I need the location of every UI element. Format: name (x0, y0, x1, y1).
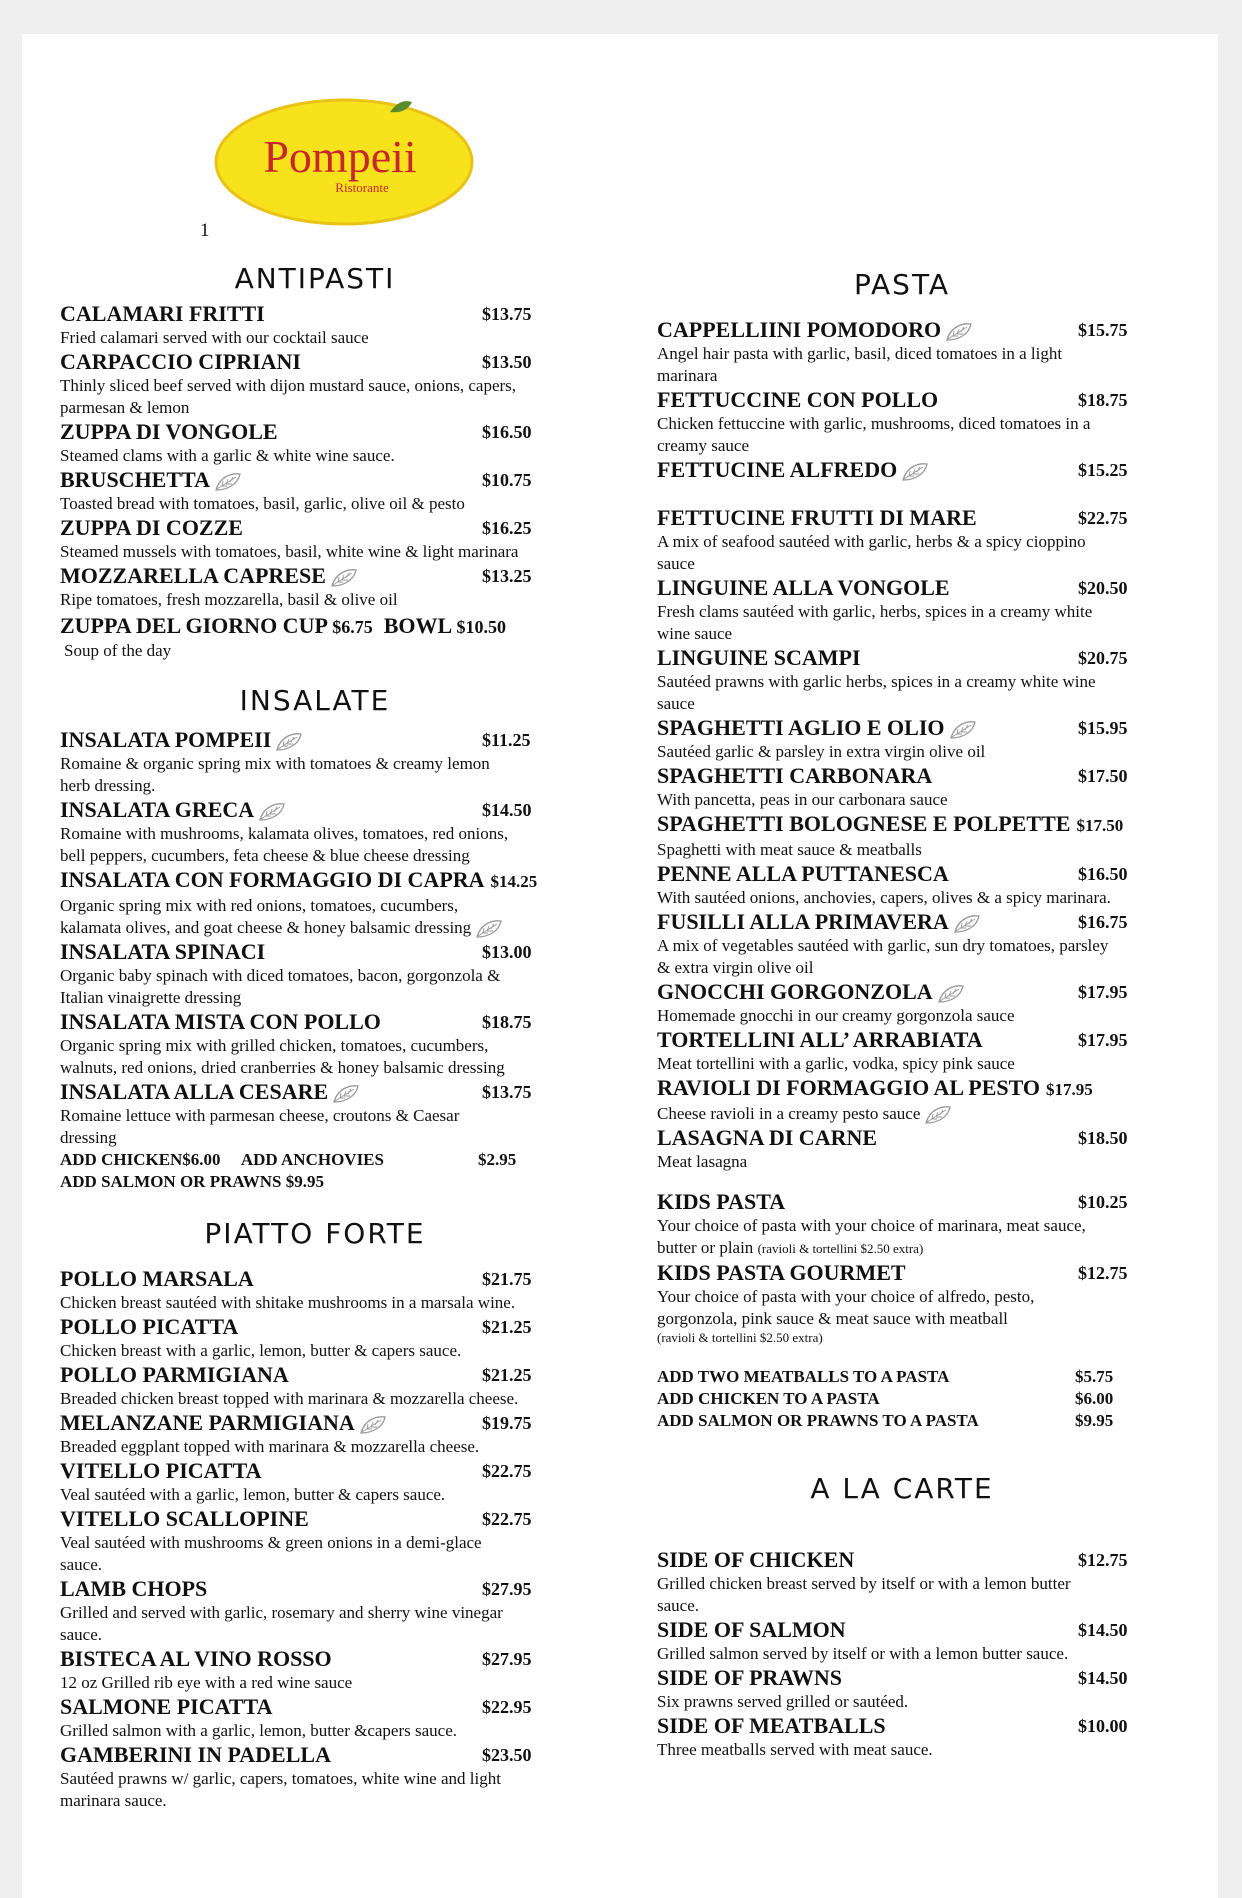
vegetarian-leaf-icon (275, 732, 303, 752)
item-name: SIDE OF MEATBALLS (657, 1713, 886, 1739)
left-column (60, 262, 600, 1812)
item-price: $27.95 (482, 1649, 532, 1670)
item-desc: Romaine with mushrooms, kalamata olives, tomatoes, red onions, (60, 824, 509, 843)
addon-label: ADD TWO MEATBALLS TO A PASTA (657, 1367, 950, 1387)
pasta-list (657, 317, 1177, 1173)
menu-item (657, 861, 1177, 909)
item-name: SPAGHETTI CARBONARA (657, 763, 933, 788)
menu-item (657, 645, 1177, 715)
item-price: $14.50 (482, 800, 532, 820)
menu-item (657, 1547, 1177, 1617)
item-note: (ravioli & tortellini $2.50 extra) (657, 1330, 823, 1346)
menu-item (657, 575, 1177, 645)
item-desc: Breaded eggplant topped with marinara & mozzarella cheese. (60, 1437, 480, 1457)
item-name: SPAGHETTI AGLIO E OLIO (657, 715, 1177, 741)
vegetarian-leaf-icon (359, 1415, 387, 1435)
item-name: VITELLO PICATTA (60, 1458, 262, 1484)
item-desc: Veal sautéed with a garlic, lemon, butter & capers sauce. (60, 1485, 446, 1505)
item-desc: sauce. (60, 1555, 103, 1575)
item-desc: Grilled and served with garlic, rosemary and sherry wine vinegar (60, 1603, 503, 1623)
menu-item (657, 979, 1177, 1027)
pasta-addons (657, 1366, 1177, 1432)
item-desc: sauce (657, 554, 695, 573)
item-desc: Meat tortellini with a garlic, vodka, spicy pink sauce (657, 1054, 1015, 1073)
item-price: $14.25 (490, 872, 538, 891)
addon-label: ADD CHICKEN TO A PASTA (657, 1389, 880, 1409)
item-desc: Italian vinaigrette dressing (60, 988, 242, 1008)
menu-item (657, 317, 1177, 387)
item-desc: sauce. (60, 1625, 103, 1645)
menu-item (60, 1646, 600, 1694)
item-name: BRUSCHETTA (60, 467, 600, 493)
item-price: $11.25 (482, 730, 531, 750)
addon-price: $5.75 (1075, 1367, 1114, 1387)
item-name: POLLO PARMIGIANA (60, 1362, 289, 1388)
item-desc: Grilled salmon with a garlic, lemon, butter &capers sauce. (60, 1721, 458, 1741)
item-desc: kalamata olives, and goat cheese & honey balsamic dressing (60, 918, 472, 937)
menu-item (60, 1314, 600, 1362)
item-price: $13.75 (482, 1082, 532, 1103)
addon-anchovies: ADD ANCHOVIES (240, 1150, 384, 1170)
menu-item (60, 1576, 600, 1646)
item-desc: creamy sauce (657, 436, 750, 455)
item-price: $15.75 (1078, 320, 1128, 340)
item-name: POLLO MARSALA (60, 1266, 254, 1292)
item-desc: marinara (657, 366, 718, 385)
item-name: SIDE OF SALMON (657, 1617, 846, 1643)
item-name: KIDS PASTA GOURMET (657, 1260, 906, 1286)
item-price: $23.50 (482, 1745, 532, 1766)
section-title-carte: A LA CARTE (810, 1472, 994, 1506)
item-price: $21.25 (482, 1365, 532, 1386)
menu-item (657, 715, 1177, 763)
section-title-pasta: PASTA (853, 268, 951, 301)
item-name: FETTUCCINE CON POLLO (657, 387, 939, 412)
antipasti-list (60, 301, 600, 611)
piatto-list (60, 1266, 600, 1812)
menu-item (60, 1506, 600, 1576)
addon-price: $6.00 (1075, 1389, 1114, 1409)
page-mark: 1 (200, 220, 210, 241)
item-price: $16.25 (482, 518, 532, 538)
item-desc: Spaghetti with meat sauce & meatballs (657, 840, 922, 859)
menu-item (60, 1079, 600, 1149)
item-desc: Toasted bread with tomatoes, basil, garlic, olive oil & pesto (60, 494, 465, 513)
item-name: POLLO PICATTA (60, 1314, 239, 1340)
item-desc: A mix of vegetables sautéed with garlic, sun dry tomatoes, parsley (657, 936, 1109, 955)
vegetarian-leaf-icon (258, 802, 286, 822)
menu-item (60, 1742, 600, 1812)
item-name: FUSILLI ALLA PRIMAVERA (657, 909, 1177, 935)
menu-item (60, 727, 600, 797)
item-name: SPAGHETTI BOLOGNESE E POLPETTE $17.50 (657, 811, 1124, 836)
vegetarian-leaf-icon (475, 919, 503, 939)
item-desc: Organic spring mix with red onions, tomatoes, cucumbers, (60, 896, 459, 915)
section-title-insalate: INSALATE (239, 684, 391, 717)
pasta-addon-row (657, 1410, 1177, 1432)
item-desc: Romaine lettuce with parmesan cheese, croutons & Caesar (60, 1106, 460, 1126)
item-price: $13.50 (482, 352, 532, 372)
menu-item (657, 1075, 1177, 1125)
addon-price: $9.95 (1075, 1411, 1114, 1431)
item-price: $17.50 (1078, 766, 1128, 786)
item-price: $18.75 (1078, 390, 1128, 410)
item-desc: Fried calamari served with our cocktail sauce (60, 328, 369, 347)
item-price: $13.00 (482, 942, 532, 963)
menu-item (60, 419, 600, 467)
vegetarian-leaf-icon (953, 914, 981, 934)
item-desc: Thinly sliced beef served with dijon mustard sauce, onions, capers, (60, 376, 517, 395)
item-name: INSALATA GRECA (60, 797, 600, 823)
carte-list (657, 1547, 1177, 1761)
item-name: KIDS PASTA (657, 1189, 786, 1215)
item-price: $10.75 (482, 470, 532, 490)
item-name: PENNE ALLA PUTTANESCA (657, 861, 949, 886)
item-price: $15.25 (1078, 460, 1128, 480)
item-desc: Ripe tomatoes, fresh mozzarella, basil & olive oil (60, 590, 398, 609)
menu-item (657, 387, 1177, 457)
menu-item (60, 1266, 600, 1314)
menu-item (60, 939, 600, 1009)
item-desc: Meat lasagna (657, 1152, 748, 1172)
item-name: MELANZANE PARMIGIANA (60, 1410, 600, 1436)
salad-addon-row (60, 1149, 600, 1171)
item-price: $17.95 (1046, 1080, 1093, 1099)
item-price: $19.75 (482, 1413, 532, 1434)
menu-item (657, 1260, 1177, 1346)
item-price: $12.75 (1078, 1263, 1128, 1284)
item-name: MOZZARELLA CAPRESE (60, 563, 600, 589)
item-desc: dressing (60, 1128, 117, 1148)
item-price: $12.75 (1078, 1550, 1128, 1571)
item-desc: Steamed clams with a garlic & white wine sauce. (60, 446, 395, 465)
item-name: FETTUCINE FRUTTI DI MARE (657, 505, 977, 530)
item-desc: Veal sautéed with mushrooms & green onions in a demi-glace (60, 1533, 482, 1553)
item-name: BISTECA AL VINO ROSSO (60, 1646, 332, 1672)
item-name: INSALATA MISTA CON POLLO (60, 1009, 381, 1035)
item-desc: Romaine & organic spring mix with tomatoes & creamy lemon (60, 754, 490, 773)
item-name: SIDE OF CHICKEN (657, 1547, 855, 1573)
menu-item (657, 1617, 1177, 1665)
vegetarian-leaf-icon (937, 984, 965, 1004)
item-desc: herb dressing. (60, 776, 156, 795)
logo-sub: Ristorante (335, 180, 389, 195)
addon-chicken: ADD CHICKEN$6.00 (60, 1150, 221, 1170)
item-desc: Sautéed garlic & parsley in extra virgin olive oil (657, 742, 986, 761)
addon-anchovies-price: $2.95 (478, 1150, 517, 1170)
item-price: $17.95 (1078, 982, 1128, 1002)
item-name: TORTELLINI ALL’ ARRABIATA (657, 1027, 983, 1052)
menu-item (60, 1458, 600, 1506)
vegetarian-leaf-icon (924, 1105, 952, 1125)
item-name: INSALATA SPINACI (60, 939, 266, 965)
menu-item (60, 467, 600, 515)
item-price: $17.50 (1076, 816, 1124, 835)
menu-item (60, 1009, 600, 1079)
item-price: $22.95 (482, 1697, 532, 1718)
item-price: $13.75 (482, 304, 532, 324)
item-desc: butter or plain (ravioli & tortellini $2.50 extra) (657, 1238, 924, 1258)
item-name: SALMONE PICATTA (60, 1694, 273, 1720)
item-desc: marinara sauce. (60, 1791, 167, 1811)
item-desc: Chicken breast sautéed with shitake mushrooms in a marsala wine. (60, 1293, 516, 1313)
item-price: $16.75 (1078, 912, 1128, 932)
kids-list (657, 1189, 1177, 1346)
item-name: LINGUINE ALLA VONGOLE (657, 575, 950, 600)
item-price: $21.25 (482, 1317, 532, 1338)
vegetarian-leaf-icon (330, 568, 358, 588)
menu-item (60, 1410, 600, 1458)
item-desc: Cheese ravioli in a creamy pesto sauce (657, 1104, 921, 1123)
insalate-list (60, 727, 600, 1149)
salad-addon-salmon: ADD SALMON OR PRAWNS $9.95 (60, 1172, 324, 1192)
menu-item (60, 563, 600, 611)
item-desc: Homemade gnocchi in our creamy gorgonzola sauce (657, 1006, 1015, 1025)
item-name: VITELLO SCALLOPINE (60, 1506, 309, 1532)
item-desc: Six prawns served grilled or sautéed. (657, 1692, 909, 1712)
item-desc: Sautéed prawns w/ garlic, capers, tomatoes, white wine and light (60, 1769, 501, 1789)
item-name: GNOCCHI GORGONZOLA (657, 979, 1177, 1005)
item-desc: Three meatballs served with meat sauce. (657, 1740, 933, 1760)
item-name: INSALATA CON FORMAGGIO DI CAPRA $14.25 (60, 867, 538, 892)
item-desc: bell peppers, cucumbers, feta cheese & blue cheese dressing (60, 846, 470, 865)
item-name: CALAMARI FRITTI (60, 301, 265, 326)
item-desc: Fresh clams sautéed with garlic, herbs, spices in a creamy white (657, 602, 1093, 621)
item-desc: With sautéed onions, anchovies, capers, olives & a spicy marinara. (657, 888, 1111, 907)
item-price: $21.75 (482, 1269, 532, 1290)
item-desc-line (657, 1103, 1177, 1125)
vegetarian-leaf-icon (332, 1084, 360, 1104)
item-name: ZUPPA DEL GIORNO CUP $6.75 BOWL $10.50 (60, 613, 506, 638)
item-name: ZUPPA DI COZZE (60, 515, 243, 540)
item-name: GAMBERINI IN PADELLA (60, 1742, 331, 1768)
item-desc: sauce. (657, 1596, 700, 1616)
item-price: $14.50 (1078, 1668, 1128, 1689)
menu-item (60, 867, 600, 939)
item-price: $22.75 (482, 1509, 532, 1530)
menu-item (657, 1027, 1177, 1075)
item-desc: sauce (657, 694, 695, 713)
logo-name: Pompeii (263, 131, 417, 182)
menu-item (657, 1189, 1177, 1260)
menu-item (60, 797, 600, 867)
item-desc: With pancetta, peas in our carbonara sauce (657, 790, 948, 809)
vegetarian-leaf-icon (901, 462, 929, 482)
item-desc: Chicken breast with a garlic, lemon, butter & capers sauce. (60, 1341, 462, 1361)
item-name: LASAGNA DI CARNE (657, 1125, 878, 1151)
item-desc: Angel hair pasta with garlic, basil, diced tomatoes in a light (657, 344, 1063, 363)
item-name: CAPPELLIINI POMODORO (657, 317, 1177, 343)
item-price: $13.25 (482, 566, 532, 586)
item-price: $16.50 (482, 422, 532, 442)
vegetarian-leaf-icon (214, 472, 242, 492)
item-note: (ravioli & tortellini $2.50 extra) (757, 1241, 924, 1257)
item-desc: Steamed mussels with tomatoes, basil, white wine & light marinara (60, 542, 519, 561)
item-desc: Organic spring mix with grilled chicken, tomatoes, cucumbers, (60, 1036, 489, 1056)
pompeii-logo (212, 90, 477, 228)
menu-item (657, 811, 1177, 861)
menu-item (60, 349, 600, 419)
item-price: $22.75 (482, 1461, 532, 1482)
item-name: LAMB CHOPS (60, 1576, 208, 1602)
item-price: $27.95 (482, 1579, 532, 1600)
item-price: $17.95 (1078, 1030, 1128, 1050)
item-desc: walnuts, red onions, dried cranberries & honey balsamic dressing (60, 1058, 505, 1078)
item-desc: Organic baby spinach with diced tomatoes, bacon, gorgonzola & (60, 966, 501, 986)
pasta-addon-row (657, 1366, 1177, 1388)
item-price: $15.95 (1078, 718, 1128, 738)
item-name: FETTUCINE ALFREDO (657, 457, 1177, 483)
item-name: RAVIOLI DI FORMAGGIO AL PESTO $17.95 (657, 1075, 1093, 1100)
menu-item (60, 1694, 600, 1742)
item-price: $18.75 (482, 1012, 532, 1033)
menu-item (60, 301, 600, 349)
item-price: $20.75 (1078, 648, 1128, 668)
menu-item (657, 1125, 1177, 1173)
item-name: INSALATA POMPEII (60, 727, 600, 753)
item-desc: Your choice of pasta with your choice of alfredo, pesto, (657, 1287, 1035, 1307)
menu-item (657, 909, 1177, 979)
item-desc: gorgonzola, pink sauce & meat sauce with meatball (657, 1309, 1008, 1329)
item-desc: Soup of the day (64, 641, 172, 660)
section-title-piatto: PIATTO FORTE (204, 1217, 426, 1251)
item-price: $20.50 (1078, 578, 1128, 598)
addon-label: ADD SALMON OR PRAWNS TO A PASTA (657, 1411, 979, 1431)
item-price: $22.75 (1078, 508, 1128, 528)
menu-item (657, 1665, 1177, 1713)
item-desc: Grilled salmon served by itself or with a lemon butter sauce. (657, 1644, 1069, 1664)
item-name: LINGUINE SCAMPI (657, 645, 861, 670)
right-column (657, 262, 1177, 1761)
item-desc: wine sauce (657, 624, 733, 643)
menu-item (657, 763, 1177, 811)
item-price: $18.50 (1078, 1128, 1128, 1149)
menu-item (657, 505, 1177, 575)
item-price: $16.50 (1078, 864, 1128, 884)
item-desc: Grilled chicken breast served by itself or with a lemon butter (657, 1574, 1071, 1594)
menu-item (60, 515, 600, 563)
menu-item (657, 1713, 1177, 1761)
item-desc: parmesan & lemon (60, 398, 190, 417)
item-desc: Your choice of pasta with your choice of marinara, meat sauce, (657, 1216, 1086, 1236)
item-desc: Breaded chicken breast topped with marinara & mozzarella cheese. (60, 1389, 519, 1409)
item-name: INSALATA ALLA CESARE (60, 1079, 600, 1105)
item-desc-line (60, 917, 600, 939)
item-desc: & extra virgin olive oil (657, 958, 814, 977)
vegetarian-leaf-icon (945, 322, 973, 342)
vegetarian-leaf-icon (949, 720, 977, 740)
item-name: ZUPPA DI VONGOLE (60, 419, 278, 444)
item-desc: Chicken fettuccine with garlic, mushrooms, diced tomatoes in a (657, 414, 1091, 433)
item-desc: A mix of seafood sautéed with garlic, herbs & a spicy cioppino (657, 532, 1086, 551)
pasta-addon-row (657, 1388, 1177, 1410)
menu-item (657, 457, 1177, 483)
item-name: SIDE OF PRAWNS (657, 1665, 842, 1691)
item-price: $10.25 (1078, 1192, 1128, 1213)
soup-item (60, 613, 600, 662)
menu-item (60, 1362, 600, 1410)
section-title-antipasti: ANTIPASTI (234, 262, 396, 295)
item-price: $14.50 (1078, 1620, 1128, 1641)
item-name: CARPACCIO CIPRIANI (60, 349, 301, 374)
item-desc: Sautéed prawns with garlic herbs, spices in a creamy white wine (657, 672, 1096, 691)
item-price: $10.00 (1078, 1716, 1128, 1737)
item-desc: 12 oz Grilled rib eye with a red wine sauce (60, 1673, 353, 1693)
